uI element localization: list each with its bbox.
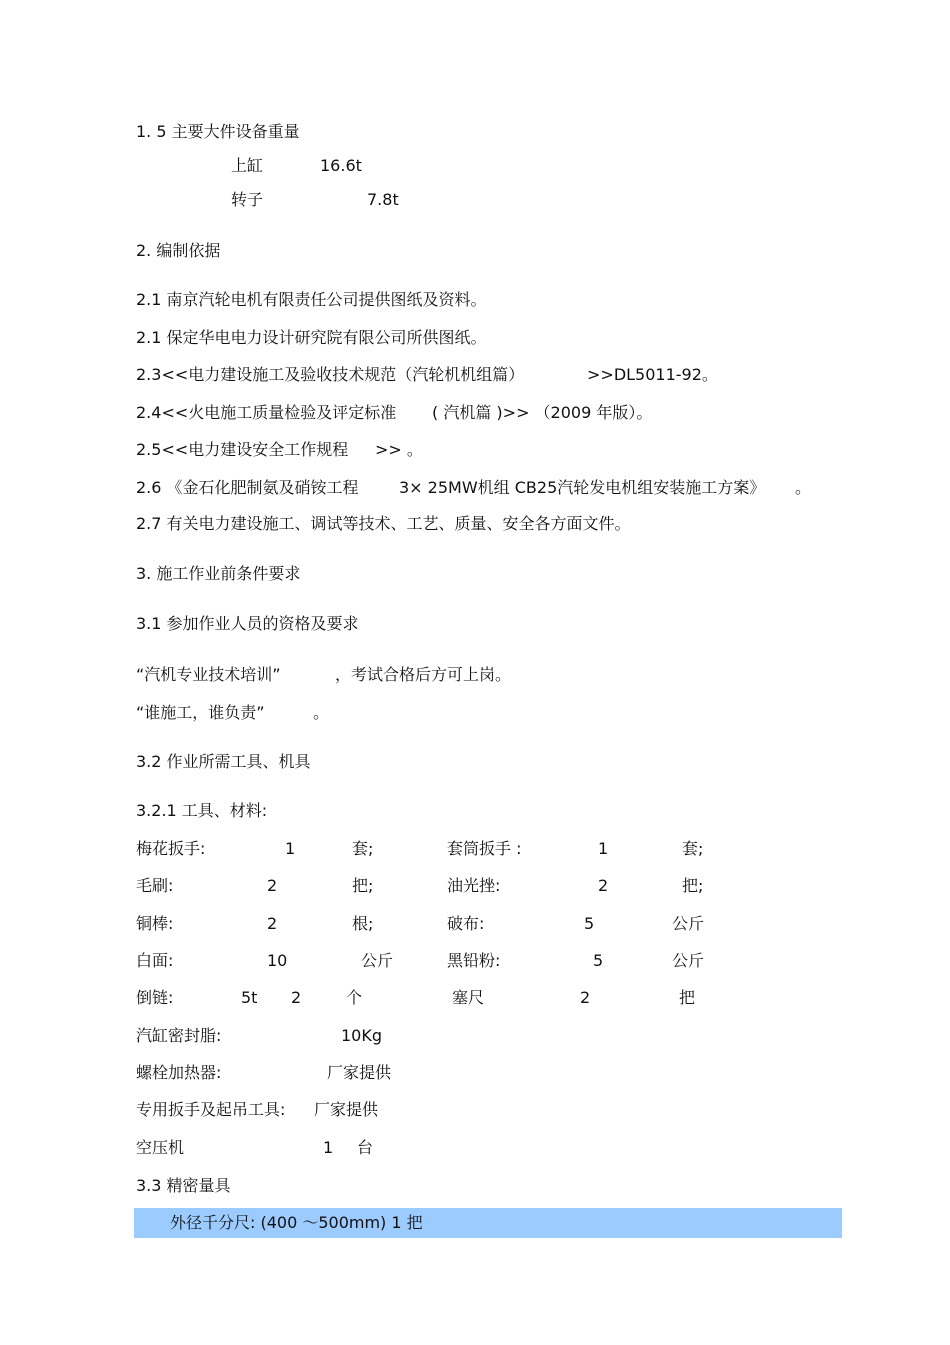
qualification-line-1b: ，考试合格后方可上岗。 xyxy=(335,665,512,684)
tool-qty: 10 xyxy=(267,951,288,970)
precision-instrument-item: 外径千分尺: (400 ～500mm) 1 把 xyxy=(170,1213,423,1232)
misc-name: 汽缸密封脂: xyxy=(136,1026,222,1045)
basis-2-5-tail: >> 。 xyxy=(375,440,423,459)
tool-qty: 2 xyxy=(267,876,278,895)
tool-name: 白面: xyxy=(136,951,174,970)
tool-name: 破布: xyxy=(447,914,485,933)
tool-qty: 1 xyxy=(285,839,296,858)
heading-2: 2. 编制依据 xyxy=(136,241,221,260)
tool-qty: 5 xyxy=(593,951,604,970)
tool-qty: 2 xyxy=(267,914,278,933)
tool-unit: 公斤 xyxy=(361,951,394,970)
heading-1-5: 1. 5 主要大件设备重量 xyxy=(136,122,300,141)
misc-value: 10Kg xyxy=(341,1026,383,1045)
tool-unit: 把; xyxy=(352,876,374,895)
tool-name: 铜棒: xyxy=(136,914,174,933)
tool-name: 油光挫: xyxy=(447,876,501,895)
tool-name: 梅花扳手: xyxy=(136,839,206,858)
tool-unit: 公斤 xyxy=(672,951,705,970)
basis-2-7: 2.7 有关电力建设施工、调试等技术、工艺、质量、安全各方面文件。 xyxy=(136,514,631,533)
tool-unit: 套; xyxy=(682,839,704,858)
qualification-line-2b: 。 xyxy=(313,703,330,722)
basis-2-1a: 2.1 南京汽轮电机有限责任公司提供图纸及资料。 xyxy=(136,290,487,309)
hoist-name: 倒链: xyxy=(136,988,174,1007)
hoist-qty: 2 xyxy=(291,988,302,1007)
misc-value: 1 xyxy=(323,1138,334,1157)
basis-2-6-mid: 3× 25MW机组 CB25汽轮发电机组安装施工方案》 xyxy=(399,478,766,497)
tool-name: 套筒扳手 : xyxy=(447,839,522,858)
tool-name: 毛刷: xyxy=(136,876,174,895)
misc-name: 螺栓加热器: xyxy=(136,1063,222,1082)
upper-casing-value: 16.6t xyxy=(320,156,362,175)
basis-2-4-tail: ( 汽机篇 )>> （2009 年版）。 xyxy=(432,403,653,422)
heading-3-3: 3.3 精密量具 xyxy=(136,1176,231,1195)
heading-3-1: 3.1 参加作业人员的资格及要求 xyxy=(136,614,359,633)
tool-name: 黑铅粉: xyxy=(447,951,501,970)
qualification-line-2a: “谁施工，谁负责” xyxy=(136,703,265,722)
upper-casing-label: 上缸 xyxy=(231,156,264,175)
basis-2-1b: 2.1 保定华电电力设计研究院有限公司所供图纸。 xyxy=(136,328,487,347)
misc-name: 空压机 xyxy=(136,1138,185,1157)
tool-qty: 2 xyxy=(598,876,609,895)
basis-2-3-code: >>DL5011-92。 xyxy=(587,365,718,384)
misc-value: 厂家提供 xyxy=(327,1063,392,1082)
misc-unit: 台 xyxy=(357,1138,374,1157)
hoist-unit: 个 xyxy=(346,988,363,1007)
tool-qty: 2 xyxy=(580,988,591,1007)
tool-qty: 1 xyxy=(598,839,609,858)
basis-2-5: 2.5<<电力建设安全工作规程 xyxy=(136,440,349,459)
basis-2-4: 2.4<<火电施工质量检验及评定标准 xyxy=(136,403,397,422)
rotor-value: 7.8t xyxy=(367,190,399,209)
qualification-line-1a: “汽机专业技术培训” xyxy=(136,665,281,684)
misc-value: 厂家提供 xyxy=(314,1100,379,1119)
rotor-label: 转子 xyxy=(231,190,264,209)
heading-3: 3. 施工作业前条件要求 xyxy=(136,564,301,583)
tool-unit: 把 xyxy=(679,988,696,1007)
hoist-spec: 5t xyxy=(241,988,258,1007)
tool-unit: 套; xyxy=(352,839,374,858)
basis-2-3: 2.3<<电力建设施工及验收技术规范（汽轮机机组篇） xyxy=(136,365,525,384)
basis-2-6: 2.6 《金石化肥制氨及硝铵工程 xyxy=(136,478,359,497)
tool-qty: 5 xyxy=(584,914,595,933)
tool-unit: 根; xyxy=(352,914,374,933)
tool-name: 塞尺 xyxy=(452,988,485,1007)
tool-unit: 公斤 xyxy=(672,914,705,933)
basis-2-6-tail: 。 xyxy=(795,478,812,497)
misc-name: 专用扳手及起吊工具: xyxy=(136,1100,286,1119)
heading-3-2: 3.2 作业所需工具、机具 xyxy=(136,752,311,771)
heading-3-2-1: 3.2.1 工具、材料: xyxy=(136,801,268,820)
tool-unit: 把; xyxy=(682,876,704,895)
